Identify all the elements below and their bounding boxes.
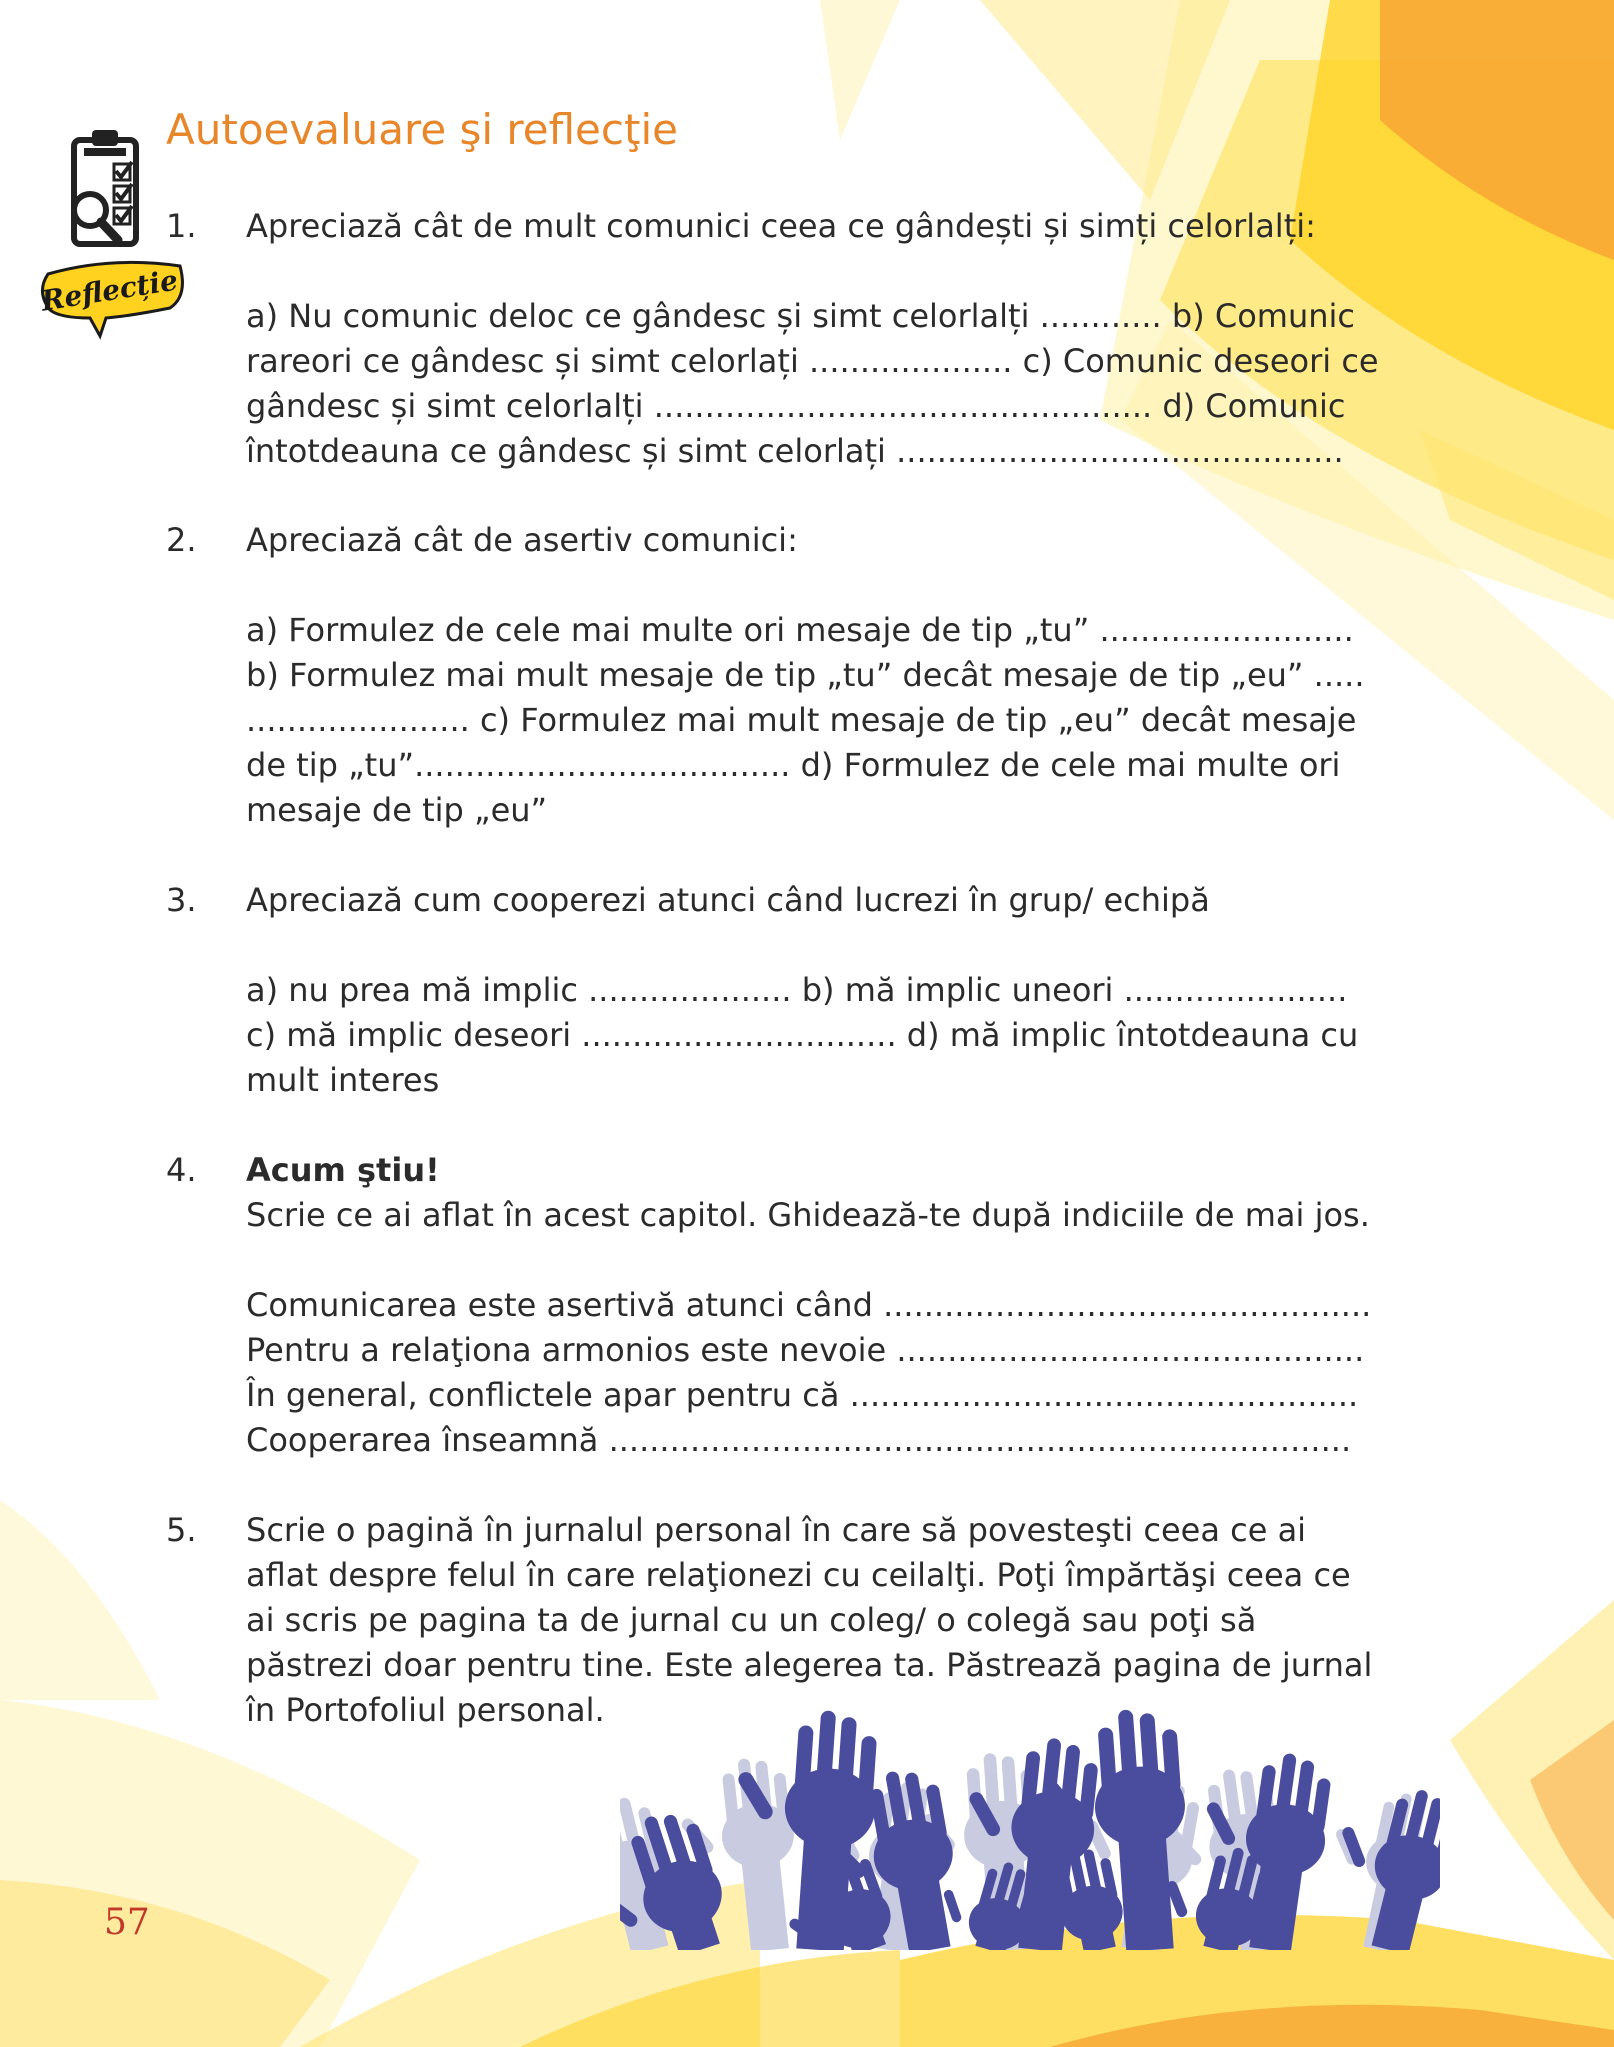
- question-prompt-line: în Portofoliul personal.: [246, 1691, 605, 1729]
- answer-line: c) mă implic deseori ............................... d) mă implic întotdeauna cu: [246, 1016, 1359, 1054]
- question-prompt-line: Scrie o pagină în jurnalul personal în care să povesteşti ceea ce ai: [246, 1511, 1307, 1549]
- raised-hand: [1315, 1773, 1440, 1950]
- answer-line: întotdeauna ce gândesc și simt celorlați ............................................: [246, 432, 1344, 470]
- question-prompt: Scrie ce ai aflat în acest capitol. Ghidează-te după indiciile de mai jos.: [246, 1196, 1370, 1234]
- answer-line: Comunicarea este asertivă atunci când ................................................: [246, 1286, 1372, 1324]
- answer-line: a) nu prea mă implic .................... b) mă implic uneori ......................: [246, 971, 1348, 1009]
- page-title: Autoevaluare şi reflecţie: [166, 105, 678, 154]
- answer-line: a) Nu comunic deloc ce gândesc și simt celorlalți ............ b) Comunic: [246, 297, 1355, 335]
- answer-line: Cooperarea înseamnă .........................................................................: [246, 1421, 1352, 1459]
- question-heading: Acum ştiu!: [246, 1151, 440, 1189]
- question-number: 1.: [166, 207, 197, 245]
- reflectie-badge: [30, 252, 190, 342]
- question-prompt: Apreciază cum cooperezi atunci când lucrezi în grup/ echipă: [246, 881, 1210, 919]
- question-number: 2.: [166, 521, 197, 559]
- question-prompt-line: păstrezi doar pentru tine. Este alegerea ta. Păstrează pagina de jurnal: [246, 1646, 1373, 1684]
- question-number: 5.: [166, 1511, 197, 1549]
- answer-line: Pentru a relaţiona armonios este nevoie ..............................................: [246, 1331, 1365, 1369]
- hands-raised-illustration: [620, 1690, 1440, 1950]
- clipboard-checklist-icon: [62, 124, 162, 254]
- answer-line: În general, conflictele apar pentru că ..................................................: [246, 1376, 1359, 1414]
- page-number: 57: [104, 1902, 150, 1943]
- answer-line: mult interes: [246, 1061, 440, 1099]
- answer-line: a) Formulez de cele mai multe ori mesaje de tip „tu” .........................: [246, 611, 1354, 649]
- badge-label: Reflecție: [38, 263, 181, 318]
- question-prompt: Apreciază cât de asertiv comunici:: [246, 521, 798, 559]
- question-number: 4.: [166, 1151, 197, 1189]
- answer-line: mesaje de tip „eu”: [246, 791, 548, 829]
- answer-line: ...................... c) Formulez mai mult mesaje de tip „eu” decât mesaje: [246, 701, 1357, 739]
- question-prompt-line: aflat despre felul în care relaţionezi cu ceilalţi. Poţi împărtăşi ceea ce: [246, 1556, 1351, 1594]
- answer-line: rareori ce gândesc și simt celorlați .................... c) Comunic deseori ce: [246, 342, 1379, 380]
- question-prompt: Apreciază cât de mult comunici ceea ce gândești și simți celorlalți:: [246, 207, 1316, 245]
- answer-line: de tip „tu”..................................... d) Formulez de cele mai multe ori: [246, 746, 1341, 784]
- answer-line: b) Formulez mai mult mesaje de tip „tu” decât mesaje de tip „eu” .....: [246, 656, 1365, 694]
- answer-line: gândesc și simt celorlalți ................................................. d) Comunic: [246, 387, 1346, 425]
- question-number: 3.: [166, 881, 197, 919]
- question-prompt-line: ai scris pe pagina ta de jurnal cu un coleg/ o colegă sau poţi să: [246, 1601, 1257, 1639]
